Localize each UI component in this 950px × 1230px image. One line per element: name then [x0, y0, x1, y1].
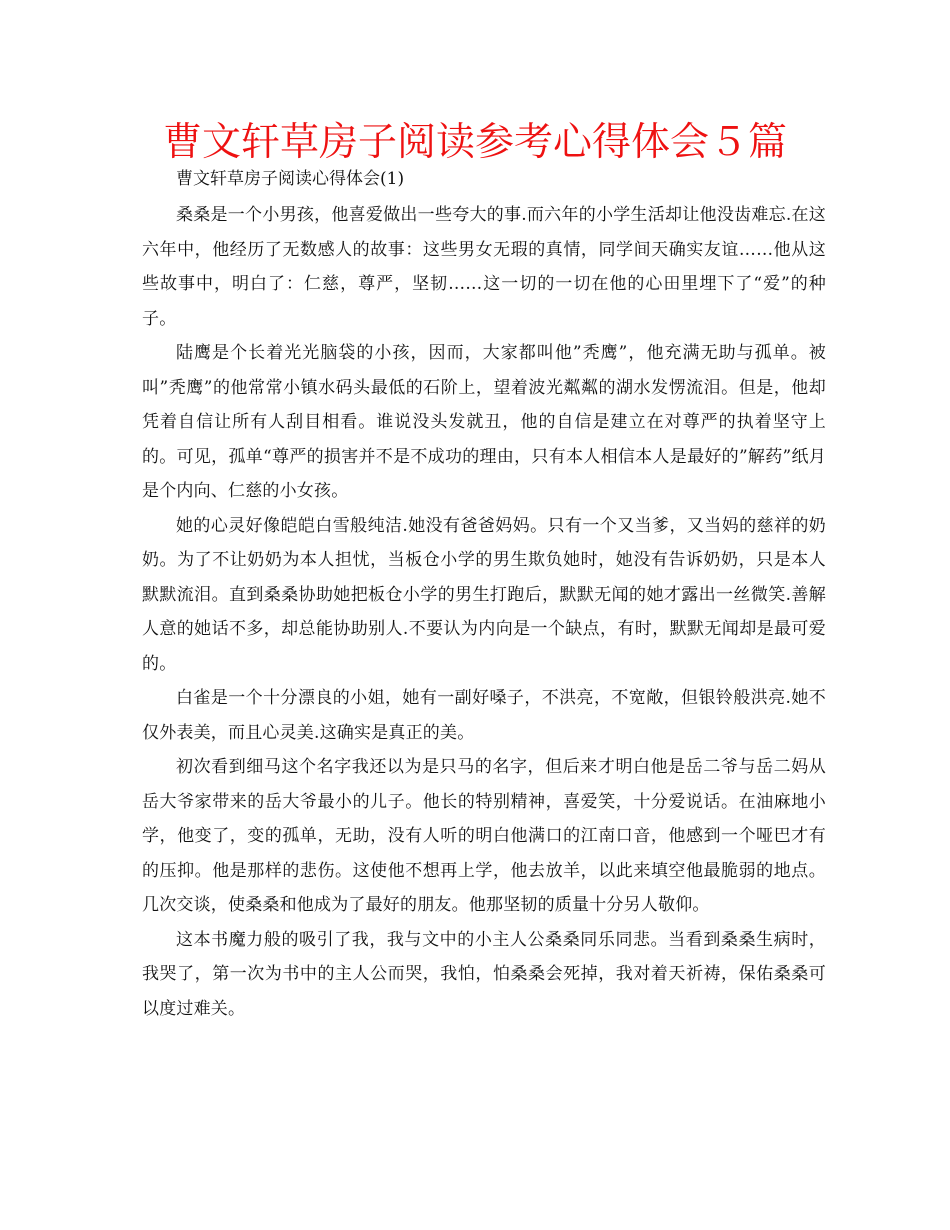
document-body: [142, 198, 826, 1026]
paragraph: 这本书魔力般的吸引了我，我与文中的小主人公桑桑同乐同悲。当看到桑桑生病时，我哭了，第一次为书中的主人公而哭，我怕，怕桑桑会死掉，我对着天祈祷，保佑桑桑可以度过难关。: [142, 929, 826, 1019]
document-title: 曹文轩草房子阅读参考心得体会５篇: [162, 120, 787, 165]
paragraph: 桑桑是一个小男孩，他喜爱做出一些夸大的事.而六年的小学生活却让他没齿难忘.在这六年中，他经历了无数感人的故事：这些男女无瑕的真情，同学间天确实友谊……他从这些故事中，明白了：仁慈，尊严，坚韧……这一切的一切在他的心田里埋下了“爱”的种子。: [142, 205, 826, 329]
section-subtitle: 曹文轩草房子阅读心得体会(1): [176, 169, 405, 189]
paragraph: 白雀是一个十分漂良的小姐，她有一副好嗓子，不洪亮，不宽敞，但银铃般洪亮.她不仅外表美，而且心灵美.这确实是真正的美。: [142, 688, 826, 743]
paragraph: 陆鹰是个长着光光脑袋的小孩，因而，大家都叫他”秃鹰”，他充满无助与孤单。被叫”秃鹰”的他常常小镇水码头最低的石阶上，望着波光粼粼的湖水发愣流泪。但是，他却凭着自信让所有人刮目相看。谁说没头发就丑，他的自信是建立在对尊严的执着坚守上的。可见，孤单“尊严的损害并不是不成功的理由，只有本人相信本人是最好的”解药”纸月是个内向、仁慈的小女孩。: [142, 343, 826, 501]
paragraph: 她的心灵好像皑皑白雪般纯洁.她没有爸爸妈妈。只有一个又当爹，又当妈的慈祥的奶奶。为了不让奶奶为本人担忧，当板仓小学的男生欺负她时，她没有告诉奶奶，只是本人默默流泪。直到桑桑协助她把板仓小学的男生打跑后，默默无闻的她才露出一丝微笑.善解人意的她话不多，却总能协助别人.不要认为内向是一个缺点，有时，默默无闻却是最可爱的。: [142, 515, 826, 674]
paragraph: 初次看到细马这个名字我还以为是只马的名字，但后来才明白他是岳二爷与岳二妈从岳大爷家带来的岳大爷最小的儿子。他长的特别精神，喜爱笑，十分爱说话。在油麻地小学，他变了，变的孤单，无助，没有人听的明白他满口的江南口音，他感到一个哑巴才有的压抑。他是那样的悲伤。这使他不想再上学，他去放羊，以此来填空他最脆弱的地点。几次交谈，使桑桑和他成为了最好的朋友。他那坚韧的质量十分另人敬仰。: [142, 757, 826, 915]
